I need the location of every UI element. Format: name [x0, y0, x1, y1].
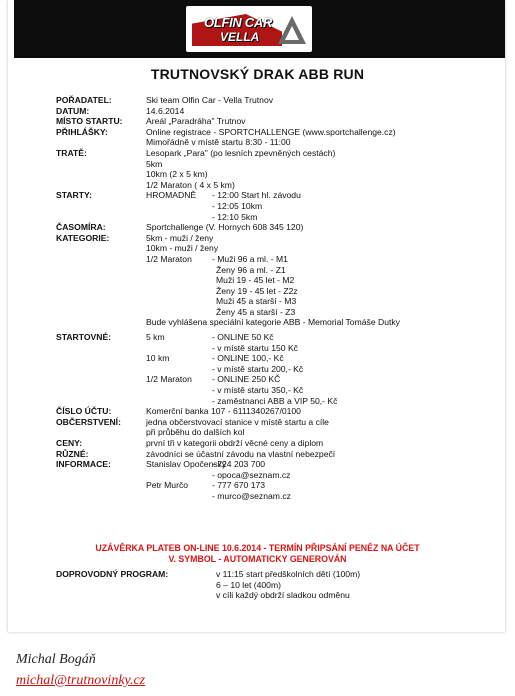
value-kat-z3: Ženy 45 a starší - Z3 — [216, 306, 296, 317]
value-kat-special: Bude vyhlášena speciální kategorie ABB - Memorial Tomáše Dutky — [146, 317, 400, 328]
value-kat-m1: - Muži 96 a ml. - M1 — [212, 253, 288, 264]
fee-5km-label: 5 km — [146, 332, 165, 343]
value-trate-2: 5km — [146, 158, 163, 169]
fee-5km-online: - ONLINE 50 Kč — [212, 332, 274, 343]
logo-bar — [14, 0, 505, 58]
row-trate-2 — [56, 159, 496, 170]
row-kategorie-m1 — [56, 254, 496, 265]
label-ceny: CENY: — [56, 438, 83, 448]
row-prihlasky — [56, 127, 496, 138]
row-startovne-7 — [56, 396, 496, 407]
label-misto: MÍSTO STARTU: — [56, 116, 123, 127]
row-startovne — [56, 332, 496, 343]
value-casomira: Sportchallenge (V. Hornych 608 345 120) — [146, 222, 304, 233]
row-kategorie-m3 — [56, 275, 496, 286]
value-trate-4: 1/2 Maraton ( 4 x 5 km) — [146, 179, 235, 190]
value-kat-z1: Ženy 96 a ml. - Z1 — [216, 264, 286, 275]
row-poradatel — [56, 95, 496, 106]
value-kategorie-5km: 5km - muži / ženy — [146, 232, 214, 243]
row-startovne-2 — [56, 343, 496, 354]
row-startovne-5 — [56, 374, 496, 385]
value-kategorie-10km: 10km - muži / ženy — [146, 243, 219, 254]
row-trate-3 — [56, 169, 496, 180]
contact-2-phone: - 777 670 173 — [212, 480, 266, 491]
row-informace — [56, 459, 496, 470]
row-startovne-6 — [56, 385, 496, 396]
contact-2-name: Petr Murčo — [146, 480, 189, 491]
value-trate-1: Lesopark „Para" (po lesních zpevněných cestách) — [146, 147, 336, 158]
label-informace: INFORMACE: — [56, 459, 111, 470]
row-startovne-3 — [56, 353, 496, 364]
doprovodny-block — [56, 569, 496, 601]
value-starty-mode: HROMADNĚ — [146, 190, 197, 201]
row-datum — [56, 106, 496, 117]
row-obcerstveni — [56, 417, 496, 428]
value-prihlasky-2: Mimořádně v místě startu 8:30 - 11:00 — [146, 137, 291, 148]
author-email-link[interactable]: michal@trutnovinky.cz — [16, 673, 146, 688]
row-prihlasky-2 — [56, 137, 496, 148]
row-kategorie-m2 — [56, 265, 496, 276]
row-kategorie-m5 — [56, 296, 496, 307]
value-kategorie-maraton: 1/2 Maraton — [146, 253, 192, 264]
fee-maraton-onsite: - v místě startu 350,- Kč — [212, 385, 304, 396]
row-startovne-4 — [56, 364, 496, 375]
value-starty-2: - 12:05 10km — [212, 200, 263, 211]
row-trate-4 — [56, 180, 496, 191]
value-datum: 14.6.2014 — [146, 105, 185, 116]
row-obcerstveni-2 — [56, 427, 496, 438]
label-obcerstveni: OBČERSTVENÍ: — [56, 416, 121, 427]
row-starty-2 — [56, 201, 496, 212]
value-kat-m3: Muži 45 a starší - M3 — [216, 296, 297, 307]
logo-line1: OLFIN CAR — [204, 15, 273, 30]
row-starty-3 — [56, 212, 496, 223]
row-ucet — [56, 406, 496, 417]
row-doprovodny-3 — [56, 590, 496, 601]
value-poradatel: Ski team Olfin Car - Vella Trutnov — [146, 95, 274, 105]
value-doprovodny-3: v cíli každý obdrží sladkou odměnu — [216, 590, 350, 601]
contact-1-email: - opoca@seznam.cz — [212, 469, 291, 480]
logo-line2: VELLA — [220, 30, 260, 44]
fee-10km-label: 10 km — [146, 353, 170, 364]
author-name: Michal Bogáň — [16, 652, 96, 667]
value-ceny: první tři v kategorii obdrží věcné ceny a diplom — [146, 438, 324, 448]
label-kategorie: KATEGORIE: — [56, 232, 110, 243]
value-kat-m2: Muži 19 - 45 let - M2 — [216, 275, 295, 286]
row-informace-2 — [56, 470, 496, 481]
logo-mountain-icon — [278, 16, 306, 44]
label-ucet: ČÍSLO ÚČTU: — [56, 406, 112, 417]
contact-1-name: Stanislav Opočenský — [146, 459, 227, 470]
notice-line-1: UZÁVĚRKA PLATEB ON-LINE 10.6.2014 - TERMÍN PŘIPSÁNÍ PENĚZ NA ÚČET — [95, 543, 420, 553]
info-table — [56, 95, 496, 502]
row-trate — [56, 148, 496, 159]
fee-10km-online: - ONLINE 100,- Kč — [212, 353, 284, 364]
row-doprovodny — [56, 569, 496, 580]
value-obcerstveni-1: jedna občerstvovací stanice v místě startu a cíle — [146, 416, 329, 427]
label-startovne: STARTOVNÉ: — [56, 332, 112, 343]
row-kategorie-m6 — [56, 307, 496, 318]
value-doprovodny-2: 6 – 10 let (400m) — [216, 579, 281, 590]
olfin-car-vella-logo — [186, 6, 312, 52]
row-doprovodny-2 — [56, 580, 496, 591]
label-prihlasky: PŘIHLÁŠKY: — [56, 126, 108, 137]
label-poradatel: POŘADATEL: — [56, 95, 112, 105]
row-casomira — [56, 222, 496, 233]
fee-maraton-label: 1/2 Maraton — [146, 374, 192, 385]
row-kategorie-10 — [56, 243, 496, 254]
notice-line-2: V. SYMBOL - AUTOMATICKY GENEROVÁN — [168, 554, 347, 564]
fee-10km-onsite: - v místě startu 200,- Kč — [212, 363, 304, 374]
value-starty-3: - 12:10 5km — [212, 211, 258, 222]
value-starty-1: - 12:00 Start hl. závodu — [212, 190, 301, 201]
label-datum: DATUM: — [56, 105, 90, 116]
row-kategorie — [56, 233, 496, 244]
label-trate: TRATĚ: — [56, 147, 87, 158]
fee-maraton-vip: - zaměstnanci ABB a VIP 50,- Kč — [212, 395, 338, 406]
row-kategorie-m4 — [56, 286, 496, 297]
row-kategorie-special — [56, 317, 496, 328]
contact-1-phone: - 724 203 700 — [212, 459, 266, 470]
fee-maraton-online: - ONLINE 250 KČ — [212, 374, 281, 385]
value-misto: Areál „Paradráha" Trutnov — [146, 116, 246, 127]
value-ucet: Komerční banka 107 - 6111340267/0100 — [146, 406, 301, 417]
fee-5km-onsite: - v místě startu 150 Kč — [212, 342, 298, 353]
label-starty: STARTY: — [56, 190, 92, 201]
row-starty — [56, 190, 496, 201]
row-ceny — [56, 438, 496, 449]
row-informace-3 — [56, 480, 496, 491]
value-prihlasky-1: Online registrace - SPORTCHALLENGE (www.sportchallenge.cz) — [146, 126, 396, 137]
value-doprovodny-1: v 11:15 start předškolních dětí (100m) — [216, 569, 361, 579]
row-informace-4 — [56, 491, 496, 502]
row-ruzne — [56, 449, 496, 460]
label-ruzne: RŮZNÉ: — [56, 448, 89, 459]
value-trate-3: 10km (2 x 5 km) — [146, 169, 208, 180]
value-kat-z2: Ženy 19 - 45 let - Z2z — [216, 285, 298, 296]
label-doprovodny: DOPROVODNÝ PROGRAM: — [56, 569, 169, 579]
contact-2-email: - murco@seznam.cz — [212, 490, 291, 501]
page-title: TRUTNOVSKÝ DRAK ABB RUN — [150, 66, 365, 82]
value-ruzne: závodníci se účastní závodu na vlastní nebezpečí — [146, 448, 336, 459]
label-casomira: ČASOMÍRA: — [56, 222, 106, 233]
value-obcerstveni-2: při průběhu do dalších kol — [146, 427, 245, 438]
row-misto — [56, 116, 496, 127]
